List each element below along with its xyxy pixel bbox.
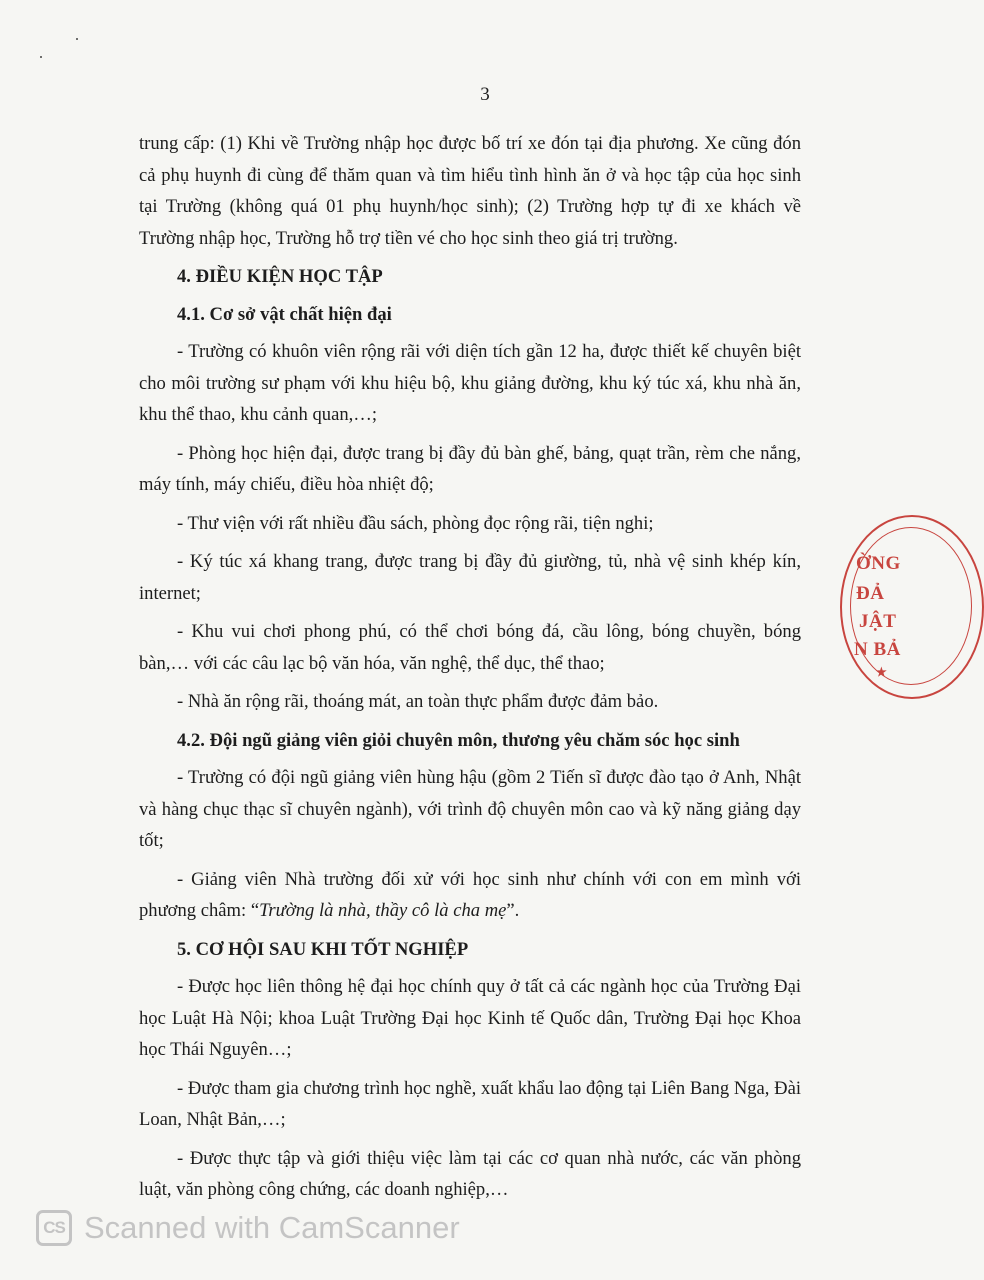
camscanner-watermark [36,1206,460,1250]
star-icon: ★ [876,665,887,679]
section-4-2-heading: 4.2. Đội ngũ giảng viên giỏi chuyên môn, thương yêu chăm sóc học sinh [177,729,740,751]
intro-paragraph: trung cấp: (1) Khi về Trường nhập học được bố trí xe đón tại địa phương. Xe cũng đón cả phụ huynh đi cùng để thăm quan và tìm hiểu tình hình ăn ở và học tập của học sinh tại Trường (không quá 01 phụ huynh/học sinh); (2) Trường hợp tự đi xe khách về Trường nhập học, Trường hỗ trợ tiền vé cho học sinh theo giá trị trường. [139,133,801,249]
list-item: - Trường có đội ngũ giảng viên hùng hậu (gồm 2 Tiến sĩ được đào tạo ở Anh, Nhật và hàng chục thạc sĩ chuyên ngành), với trình độ chuyên môn cao và kỹ năng giảng dạy tốt; [139,767,801,851]
motto-suffix: ”. [506,900,520,921]
stamp-text: ỜNG [856,553,901,574]
list-item: - Nhà ăn rộng rãi, thoáng mát, an toàn thực phẩm được đảm bảo. [177,691,659,712]
section-4-heading: 4. ĐIỀU KIỆN HỌC TẬP [177,266,383,287]
stamp-text: JẬT [859,611,897,632]
camscanner-logo-icon: CS [36,1210,72,1246]
list-item: - Khu vui chơi phong phú, có thể chơi bóng đá, cầu lông, bóng chuyền, bóng bàn,… với các câu lạc bộ văn hóa, văn nghệ, thể dục, thể thao; [139,621,801,674]
stamp-text: N BẢ [854,639,901,660]
document-body [139,128,801,1213]
list-item: - Phòng học hiện đại, được trang bị đầy đủ bàn ghế, bảng, quạt trần, rèm che nắng, máy tính, máy chiếu, điều hòa nhiệt độ; [139,442,801,495]
list-item: - Ký túc xá khang trang, được trang bị đầy đủ giường, tủ, nhà vệ sinh khép kín, internet; [139,551,801,604]
list-item: - Trường có khuôn viên rộng rãi với diện tích gần 12 ha, được thiết kế chuyên biệt cho môi trường sư phạm với khu hiệu bộ, khu giảng đường, khu ký túc xá, khu nhà ăn, khu thể thao, khu cảnh quan,…; [139,341,801,425]
page-number: 3 [480,84,490,105]
scan-speck [40,56,42,58]
scan-speck [76,38,78,40]
stamp-text: ĐẢ [856,583,885,604]
list-item: - Thư viện với rất nhiều đầu sách, phòng đọc rộng rãi, tiện nghi; [177,512,654,534]
section-5-heading: 5. CƠ HỘI SAU KHI TỐT NGHIỆP [177,938,469,960]
stamp-inner-ring [850,527,972,685]
motto-italic: Trường là nhà, thầy cô là cha mẹ [259,900,507,921]
watermark-text: Scanned with CamScanner [84,1210,460,1245]
red-seal-stamp [832,515,901,700]
list-item: - Được tham gia chương trình học nghề, xuất khẩu lao động tại Liên Bang Nga, Đài Loan, Nhật Bản,…; [139,1077,801,1130]
motto-prefix: - Giảng viên Nhà trường đối xử với học sinh như chính với con em mình với phương châm: “ [139,868,801,921]
list-item: - Được thực tập và giới thiệu việc làm tại các cơ quan nhà nước, các văn phòng luật, văn phòng công chứng, các doanh nghiệp,… [139,1147,801,1200]
section-4-1-heading: 4.1. Cơ sở vật chất hiện đại [177,303,392,325]
list-item: - Được học liên thông hệ đại học chính quy ở tất cả các ngành học của Trường Đại học Luật Hà Nội; khoa Luật Trường Đại học Kinh tế Quốc dân, Trường Đại học Khoa học Thái Nguyên…; [139,976,801,1060]
list-item [139,864,801,927]
